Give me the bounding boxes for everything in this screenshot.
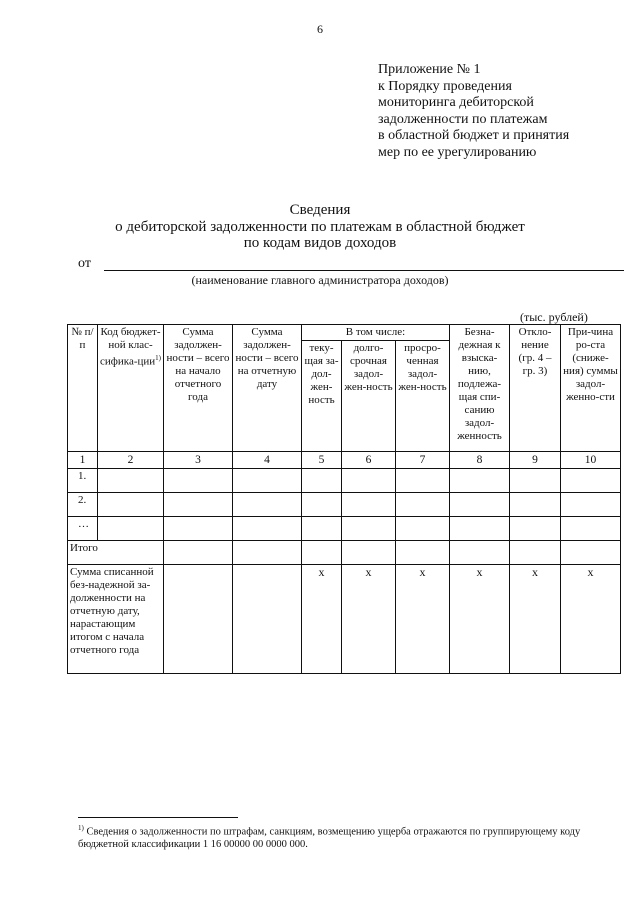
appendix-line: к Порядку проведения [378,78,512,94]
column-number: 4 [233,452,302,469]
appendix-line: мер по ее урегулированию [378,144,537,160]
table-cell[interactable] [396,517,450,541]
table-cell[interactable] [450,541,510,565]
table-cell[interactable] [233,541,302,565]
table-cell[interactable] [561,517,621,541]
column-number: 8 [450,452,510,469]
header-bad-debt: Безна-дежная к взыска-нию, подлежа-щая спи-санию задол-женность [450,325,510,452]
table-row [68,493,621,517]
row-number: 2. [68,493,98,517]
table-cell[interactable] [302,493,342,517]
column-number: 10 [561,452,621,469]
appendix-line: задолженности по платежам [378,111,548,127]
table-cell[interactable] [510,469,561,493]
table-cell[interactable] [302,541,342,565]
written-off-row [68,565,621,674]
table-cell[interactable] [98,469,164,493]
units-label: (тыс. рублей) [520,310,588,324]
table-cell[interactable] [561,493,621,517]
header-row [68,325,621,341]
footnote-marker: 1) [78,824,84,832]
table-cell[interactable] [164,541,233,565]
table-cell[interactable] [342,493,396,517]
header-current-debt: теку-щая за-дол-жен-ность [302,341,342,452]
header-overdue-debt: просро-ченная задол-жен-ность [396,341,450,452]
table-cell[interactable] [561,541,621,565]
written-off-label: Сумма списанной без-надежной за-долженности на отчетную дату, нарастающим итогом с начала отчетного года [68,565,164,674]
title-line: Сведения [289,202,351,218]
title-line: по кодам видов доходов [243,235,397,251]
from-label: от [78,256,91,271]
table-cell[interactable] [342,517,396,541]
table-cell[interactable] [342,541,396,565]
row-number: … [68,517,98,541]
table-cell[interactable] [396,541,450,565]
total-label: Итого [68,541,164,565]
column-number: 2 [98,452,164,469]
header-budget-code-text: Код бюджет-ной клас-сифика-ции [100,326,161,368]
table-cell[interactable] [396,469,450,493]
table-cell[interactable] [164,469,233,493]
x-mark: x [342,565,396,674]
table-cell[interactable] [302,469,342,493]
appendix-line: в областной бюджет и принятия [378,128,570,143]
x-mark: x [302,565,342,674]
table-cell[interactable] [396,493,450,517]
table-cell[interactable] [164,565,233,674]
footnote-divider [78,817,238,818]
row-number: 1. [68,469,98,493]
table-cell[interactable] [450,469,510,493]
debt-report-table [67,324,621,674]
header-budget-code [98,325,164,452]
column-number: 1 [68,452,98,469]
appendix-line: Приложение № 1 [378,62,481,77]
table-cell[interactable] [450,517,510,541]
table-row [68,469,621,493]
table-cell[interactable] [450,493,510,517]
column-number: 6 [342,452,396,469]
x-mark: x [561,565,621,674]
table-cell[interactable] [164,517,233,541]
footnote [78,822,628,852]
x-mark: x [450,565,510,674]
appendix-header [378,62,628,161]
table-cell[interactable] [233,565,302,674]
table-cell[interactable] [510,517,561,541]
appendix-line: мониторинга дебиторской [378,95,534,110]
header-debt-start-year: Сумма задолжен-ности – всего на начало отчетного года [164,325,233,452]
footnote-marker: 1) [155,354,162,362]
header-deviation: Откло-нение (гр. 4 – гр. 3) [510,325,561,452]
header-debt-report-date: Сумма задолжен-ности – всего на отчетную дату [233,325,302,452]
table-row [68,517,621,541]
header-including: В том числе: [302,325,450,341]
header-number: № п/п [68,325,98,452]
table-cell[interactable] [233,469,302,493]
header-reason: При-чина ро-ста (сниже-ния) суммы задол-женно-сти [561,325,621,452]
page-number: 6 [317,22,323,36]
table-cell[interactable] [561,469,621,493]
table-cell[interactable] [510,493,561,517]
column-number: 9 [510,452,561,469]
column-number: 7 [396,452,450,469]
title-line: о дебиторской задолженности по платежам в областной бюджет [115,218,525,235]
x-mark: x [510,565,561,674]
table-cell[interactable] [98,493,164,517]
document-title [0,202,640,252]
table-cell[interactable] [510,541,561,565]
administrator-caption: (наименование главного администратора доходов) [191,273,449,287]
table-cell[interactable] [302,517,342,541]
column-number: 5 [302,452,342,469]
total-row [68,541,621,565]
table-cell[interactable] [164,493,233,517]
table-cell[interactable] [233,517,302,541]
administrator-name-field[interactable] [104,270,624,271]
footnote-text: Сведения о задолженности по штрафам, санкциям, возмещению ущерба отражаются по группирующему коду бюджетной классификации 1 16 00000 00 0000 000. [78,826,581,850]
table-cell[interactable] [342,469,396,493]
table-cell[interactable] [233,493,302,517]
column-number-row [68,452,621,469]
header-long-term-debt: долго-срочная задол-жен-ность [342,341,396,452]
x-mark: x [396,565,450,674]
table-cell[interactable] [98,517,164,541]
column-number: 3 [164,452,233,469]
